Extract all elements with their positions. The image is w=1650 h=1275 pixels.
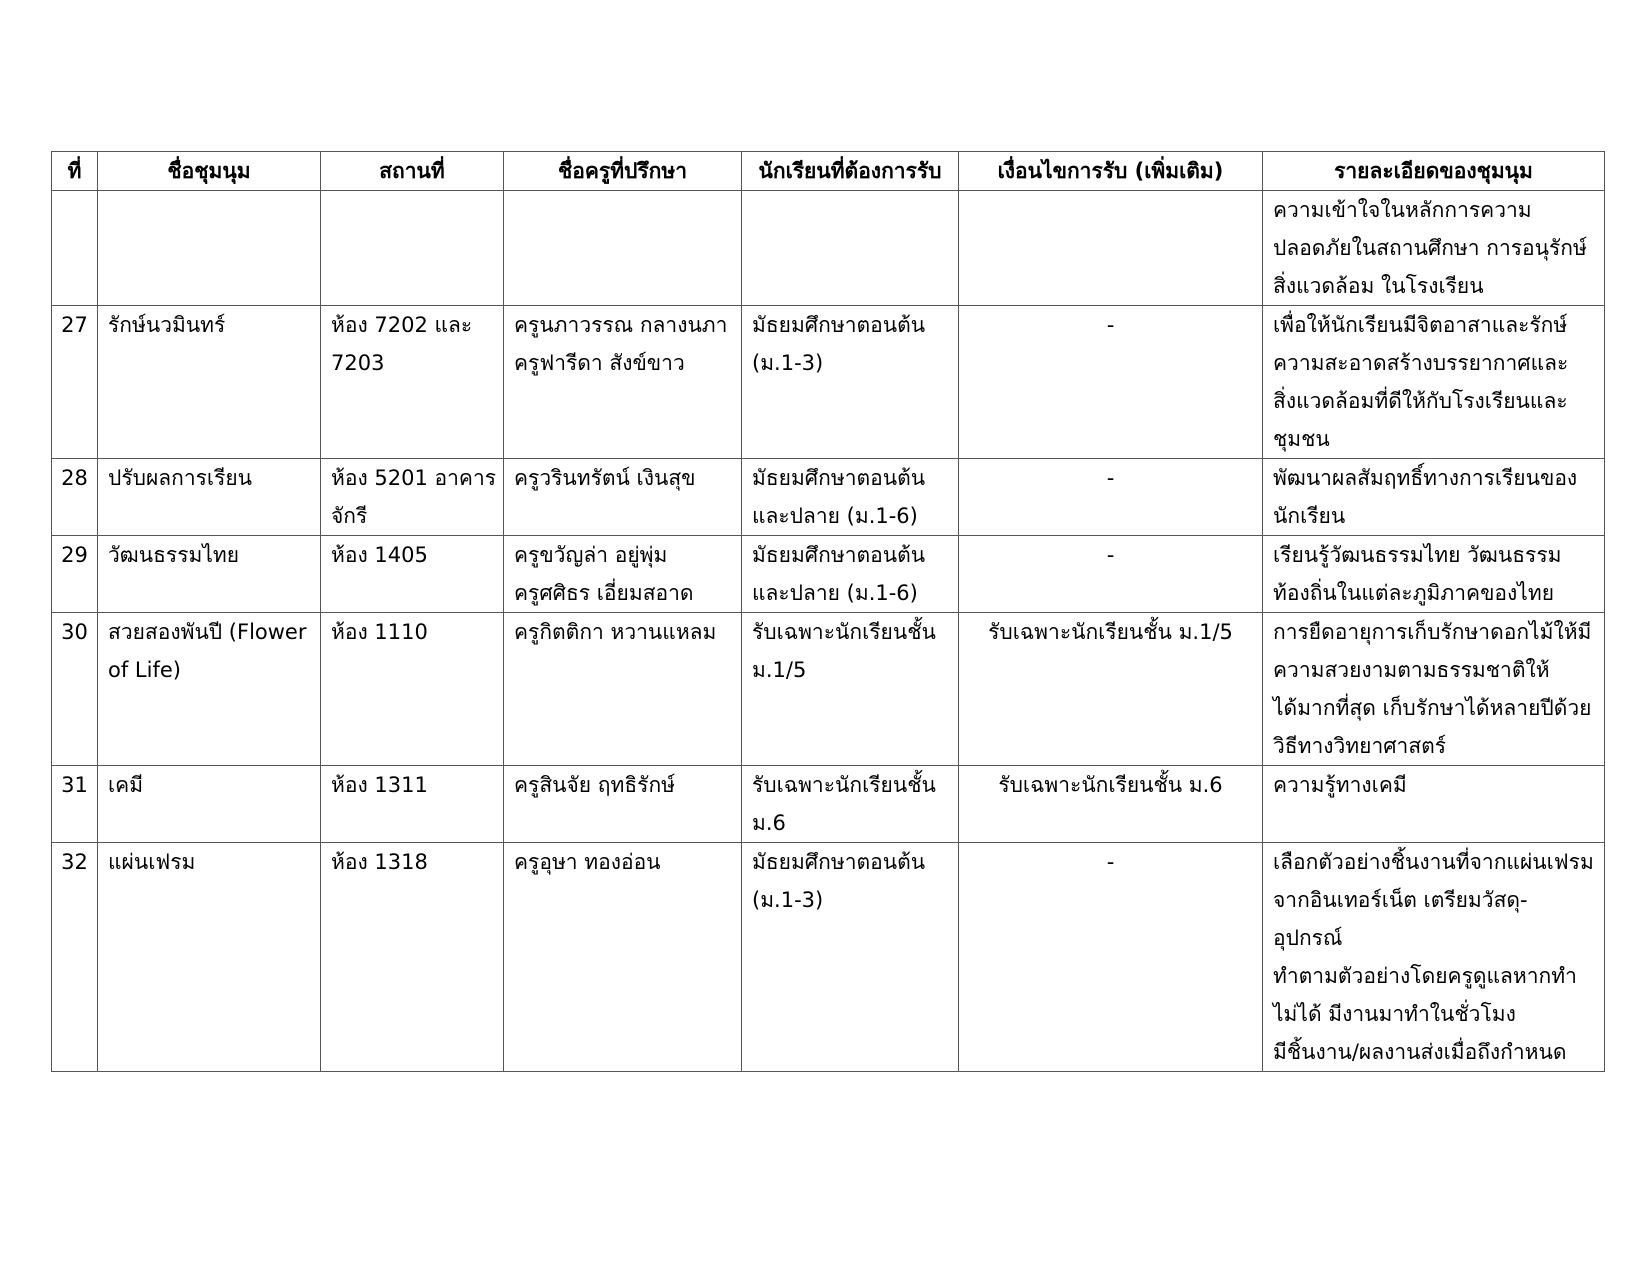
cell-line: ห้อง 5201 อาคาร [331, 466, 497, 490]
cell-line: จักรี [331, 504, 368, 528]
cell-no: 30 [52, 613, 98, 766]
header-advisor: ชื่อครูที่ปรึกษา [504, 152, 742, 191]
cell-students [742, 843, 959, 1072]
cell-line: of Life) [108, 658, 181, 682]
cell-line: ม.1/5 [752, 658, 807, 682]
cell-details [1263, 766, 1605, 843]
cell-line: ปรับผลการเรียน [108, 466, 253, 490]
cell-line: เคมี [108, 773, 144, 797]
cell-students [742, 536, 959, 613]
cell-line: จากอินเทอร์เน็ต เตรียมวัสดุ- [1273, 888, 1528, 912]
cell-students [742, 766, 959, 843]
cell-advisor [504, 191, 742, 306]
table-row [52, 843, 1605, 1072]
table-row [52, 191, 1605, 306]
cell-condition: - [959, 536, 1263, 613]
cell-line: การยืดอายุการเก็บรักษาดอกไม้ให้มี [1273, 620, 1592, 644]
cell-advisor [504, 459, 742, 536]
cell-details [1263, 459, 1605, 536]
cell-line: วัฒนธรรมไทย [108, 543, 240, 567]
cell-line: ความสะอาดสร้างบรรยากาศและ [1273, 351, 1569, 375]
clubs-table [51, 151, 1605, 1072]
cell-club-name [98, 843, 321, 1072]
cell-place [321, 613, 504, 766]
cell-line: ทำตามตัวอย่างโดยครูดูแลหากทำ [1273, 964, 1577, 988]
cell-advisor [504, 766, 742, 843]
cell-no: 32 [52, 843, 98, 1072]
cell-line: มัธยมศึกษาตอนต้น [752, 466, 926, 490]
cell-condition: รับเฉพาะนักเรียนชั้น ม.1/5 [959, 613, 1263, 766]
cell-line: ห้อง 1318 [331, 850, 428, 874]
cell-club-name [98, 306, 321, 459]
cell-line: ห้อง 1405 [331, 543, 428, 567]
cell-line: สิ่งแวดล้อมที่ดีให้กับโรงเรียนและ [1273, 389, 1568, 413]
header-club-name: ชื่อชุมนุม [98, 152, 321, 191]
table-body [52, 191, 1605, 1072]
header-students: นักเรียนที่ต้องการรับ [742, 152, 959, 191]
cell-club-name [98, 459, 321, 536]
cell-line: 7203 [331, 351, 385, 375]
cell-details [1263, 191, 1605, 306]
cell-line: รับเฉพาะนักเรียนชั้น [752, 773, 936, 797]
cell-advisor [504, 536, 742, 613]
cell-advisor [504, 613, 742, 766]
cell-line: รับเฉพาะนักเรียนชั้น [752, 620, 936, 644]
header-details: รายละเอียดของชุมนุม [1263, 152, 1605, 191]
cell-line: ครูขวัญล่า อยู่พุ่ม [514, 543, 668, 567]
cell-no: 27 [52, 306, 98, 459]
cell-club-name [98, 766, 321, 843]
cell-line: มัธยมศึกษาตอนต้น [752, 850, 926, 874]
cell-line: แผ่นเฟรม [108, 850, 196, 874]
cell-place [321, 536, 504, 613]
cell-line: ครูกิตติกา หวานแหลม [514, 620, 717, 644]
cell-place [321, 191, 504, 306]
cell-no: 28 [52, 459, 98, 536]
cell-line: เพื่อให้นักเรียนมีจิตอาสาและรักษ์ [1273, 313, 1568, 337]
cell-details [1263, 536, 1605, 613]
cell-details [1263, 306, 1605, 459]
cell-no [52, 191, 98, 306]
cell-line: ครูนภาวรรณ กลางนภา [514, 313, 728, 337]
cell-line: มัธยมศึกษาตอนต้น [752, 543, 926, 567]
cell-condition [959, 191, 1263, 306]
cell-line: ความสวยงามตามธรรมชาติให้ [1273, 658, 1550, 682]
cell-line: มีชิ้นงาน/ผลงานส่งเมื่อถึงกำหนด [1273, 1040, 1567, 1064]
cell-line: ความรู้ทางเคมี [1273, 773, 1407, 797]
cell-place [321, 459, 504, 536]
cell-line: ครูสินจัย ฤทธิรักษ์ [514, 773, 675, 797]
cell-line: ปลอดภัยในสถานศึกษา การอนุรักษ์ [1273, 236, 1587, 260]
cell-line: ชุมชน [1273, 427, 1330, 451]
cell-line: รักษ์นวมินทร์ [108, 313, 226, 337]
cell-no: 29 [52, 536, 98, 613]
cell-line: (ม.1-3) [752, 888, 824, 912]
cell-line: ครูวรินทรัตน์ เงินสุข [514, 466, 696, 490]
cell-condition: - [959, 459, 1263, 536]
cell-condition: รับเฉพาะนักเรียนชั้น ม.6 [959, 766, 1263, 843]
cell-line: นักเรียน [1273, 504, 1346, 528]
cell-line: ความเข้าใจในหลักการความ [1273, 198, 1532, 222]
cell-place [321, 306, 504, 459]
table-row [52, 613, 1605, 766]
cell-advisor [504, 306, 742, 459]
header-place: สถานที่ [321, 152, 504, 191]
cell-line: ม.6 [752, 811, 786, 835]
table-row [52, 536, 1605, 613]
cell-condition: - [959, 306, 1263, 459]
cell-line: ท้องถิ่นในแต่ละภูมิภาคของไทย [1273, 581, 1555, 605]
table-row [52, 459, 1605, 536]
cell-line: ห้อง 1110 [331, 620, 428, 644]
cell-line: มัธยมศึกษาตอนต้น [752, 313, 926, 337]
cell-line: เรียนรู้วัฒนธรรมไทย วัฒนธรรม [1273, 543, 1562, 567]
cell-line: อุปกรณ์ [1273, 926, 1343, 950]
cell-line: ห้อง 1311 [331, 773, 428, 797]
cell-line: ครูอุษา ทองอ่อน [514, 850, 661, 874]
cell-line: สิ่งแวดล้อม ในโรงเรียน [1273, 274, 1484, 298]
cell-line: ครูศศิธร เอี่ยมสอาด [514, 581, 694, 605]
cell-advisor [504, 843, 742, 1072]
cell-details [1263, 843, 1605, 1072]
cell-line: และปลาย (ม.1-6) [752, 504, 918, 528]
cell-line: เลือกตัวอย่างชิ้นงานที่จากแผ่นเฟรม [1273, 850, 1594, 874]
header-condition: เงื่อนไขการรับ (เพิ่มเติม) [959, 152, 1263, 191]
cell-line: ครูฟารีดา สังข์ขาว [514, 351, 685, 375]
cell-line: พัฒนาผลสัมฤทธิ์ทางการเรียนของ [1273, 466, 1578, 490]
cell-students [742, 306, 959, 459]
table-row [52, 766, 1605, 843]
cell-students [742, 613, 959, 766]
cell-details [1263, 613, 1605, 766]
cell-line: สวยสองพันปี (Flower [108, 620, 307, 644]
cell-students [742, 191, 959, 306]
cell-line: ห้อง 7202 และ [331, 313, 473, 337]
table-row [52, 306, 1605, 459]
cell-club-name [98, 191, 321, 306]
cell-condition: - [959, 843, 1263, 1072]
table-header-row [52, 152, 1605, 191]
cell-students [742, 459, 959, 536]
cell-club-name [98, 536, 321, 613]
cell-line: ได้มากที่สุด เก็บรักษาได้หลายปีด้วย [1273, 696, 1592, 720]
cell-club-name [98, 613, 321, 766]
cell-line: (ม.1-3) [752, 351, 824, 375]
cell-place [321, 766, 504, 843]
cell-place [321, 843, 504, 1072]
cell-line: ไม่ได้ มีงานมาทำในชั่วโมง [1273, 1002, 1516, 1026]
cell-line: และปลาย (ม.1-6) [752, 581, 918, 605]
header-no: ที่ [52, 152, 98, 191]
cell-line: วิธีทางวิทยาศาสตร์ [1273, 734, 1447, 758]
cell-no: 31 [52, 766, 98, 843]
